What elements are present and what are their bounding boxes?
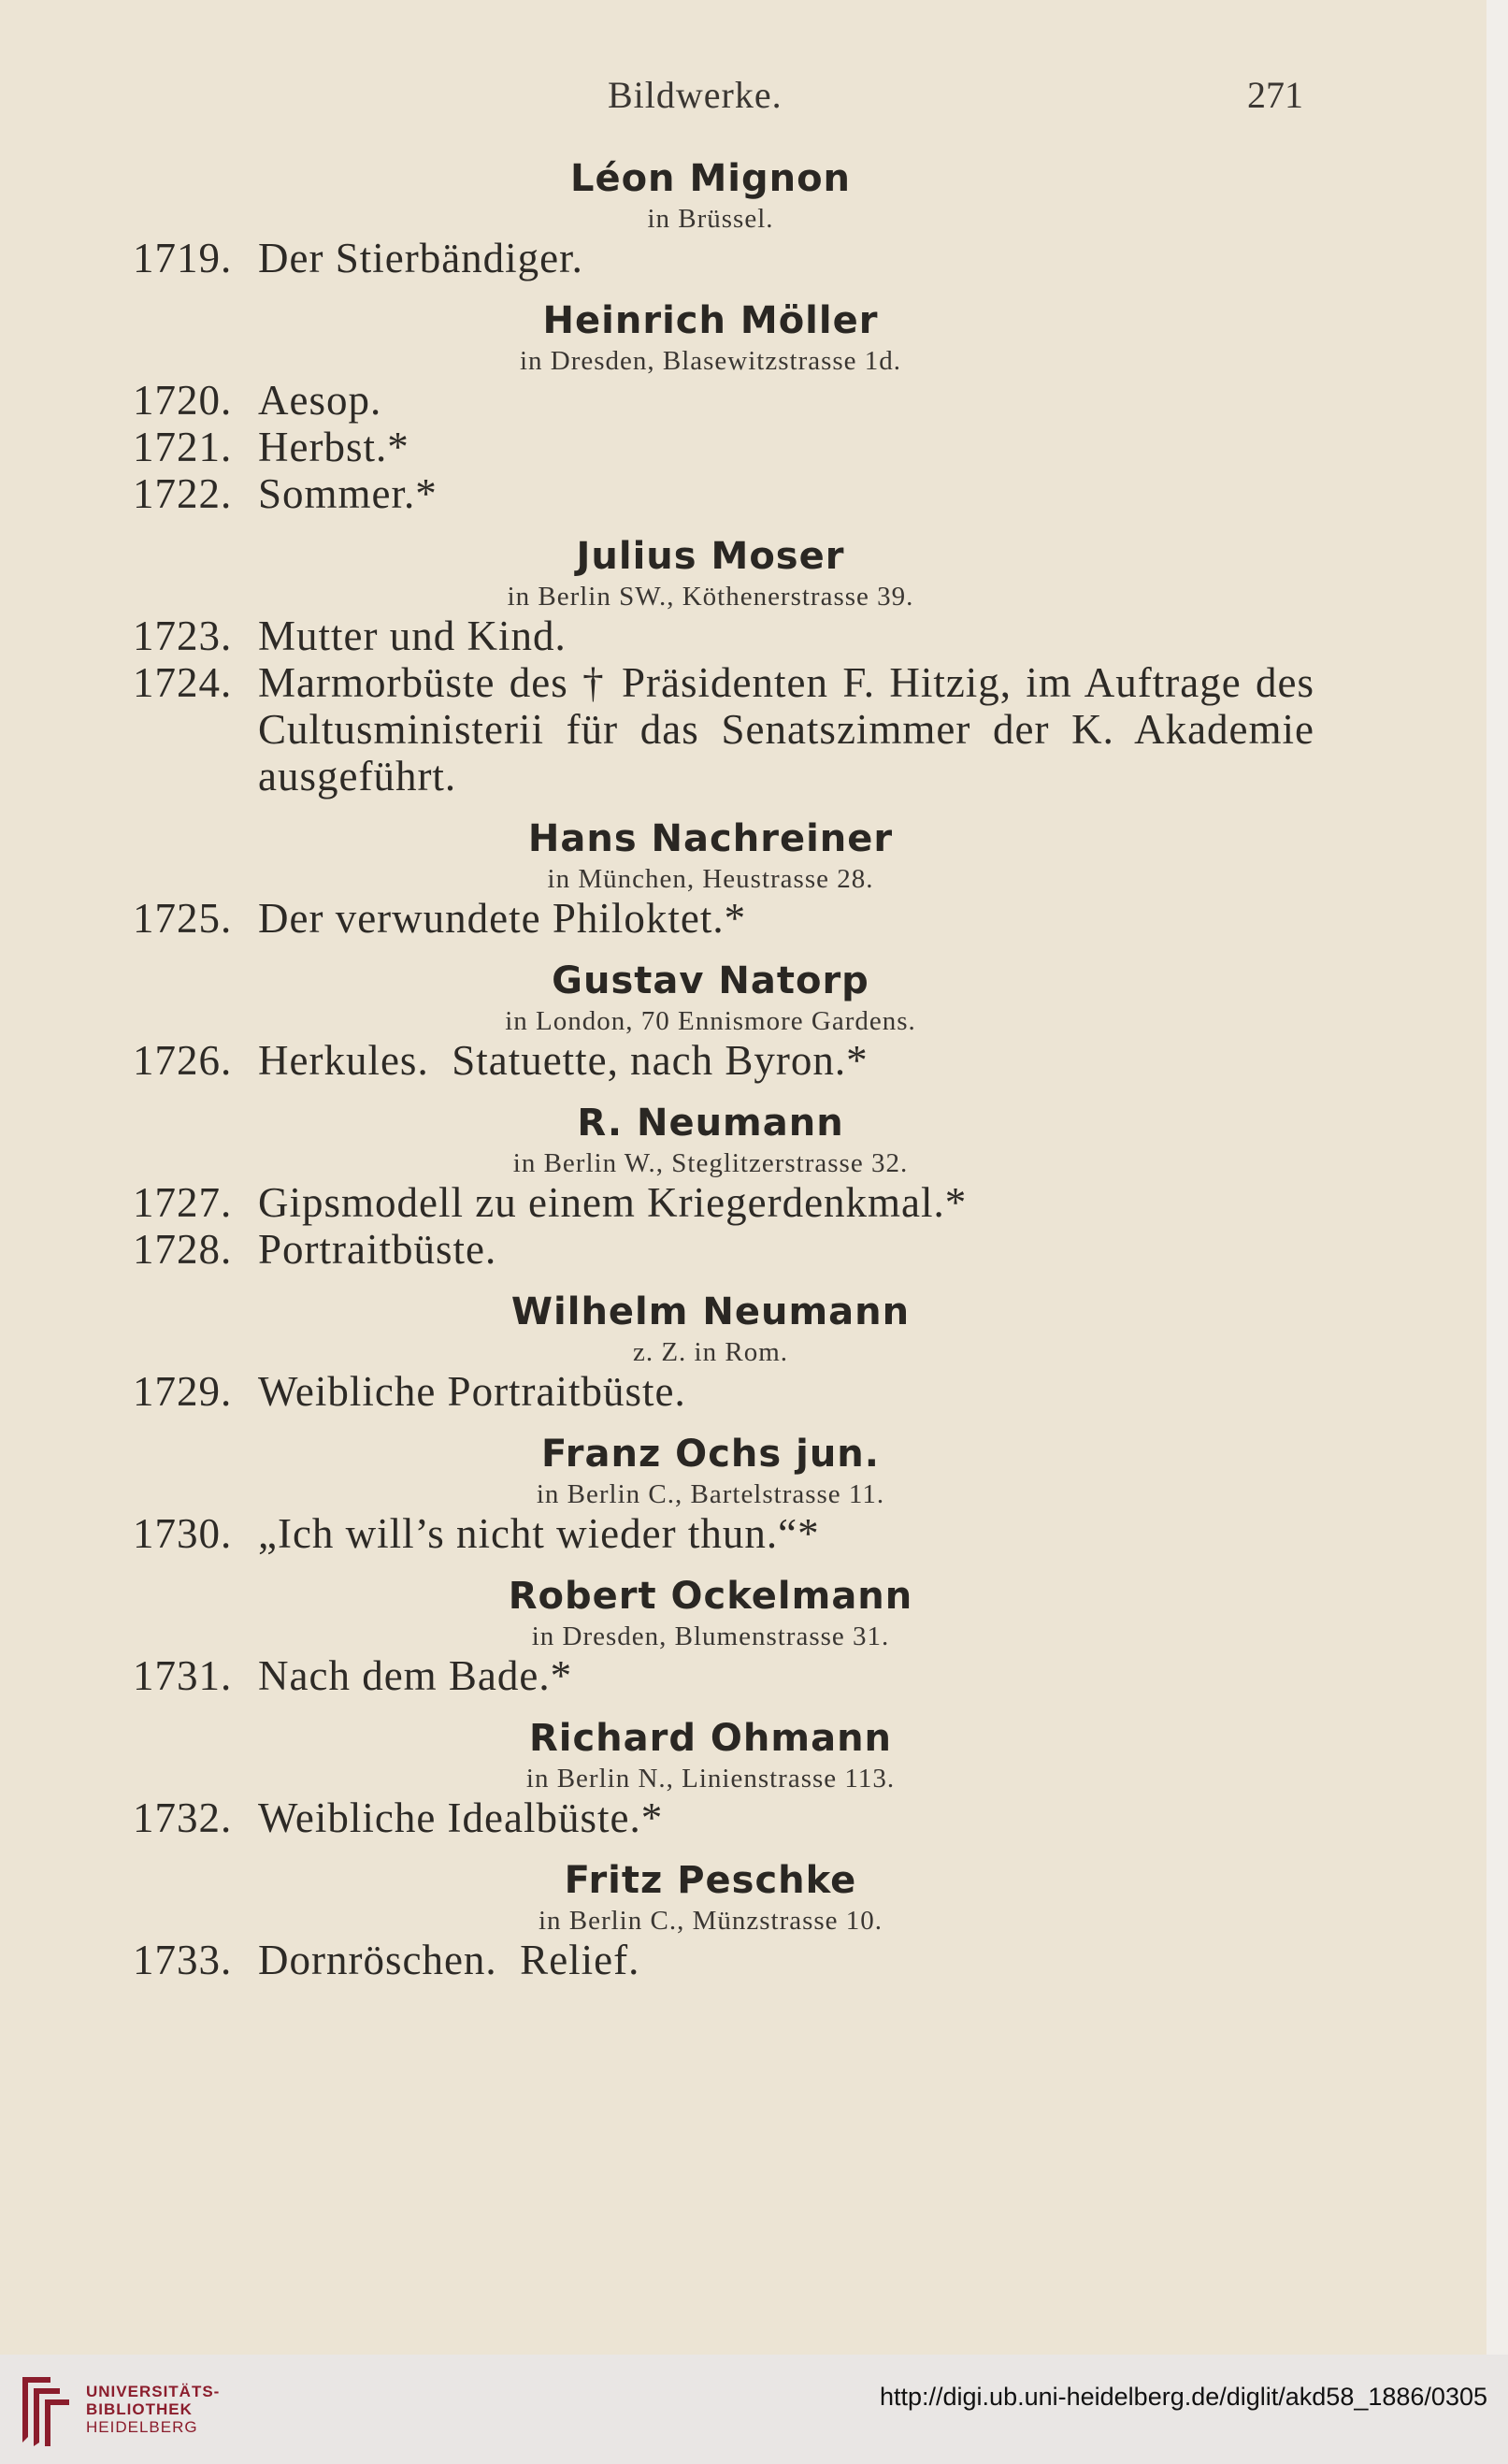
work-number: 1728. xyxy=(133,1226,233,1273)
work-number: 1721. xyxy=(133,424,233,470)
work-title: Aesop. xyxy=(258,377,382,424)
source-url[interactable]: http://digi.ub.uni-heidelberg.de/diglit/akd58_1886/0305 xyxy=(879,2383,1487,2411)
artist-address: in Berlin C., Bartelstrasse 11. xyxy=(536,1479,885,1509)
artist-address: in Berlin N., Linienstrasse 113. xyxy=(525,1764,896,1794)
artist-heading xyxy=(0,1099,1421,1179)
work-entry xyxy=(0,1510,1486,1557)
page-header-title: Bildwerke. xyxy=(608,74,783,116)
work-entry xyxy=(0,235,1486,281)
logo-line: BIBLIOTHEK xyxy=(86,2400,193,2418)
work-number: 1725. xyxy=(133,895,233,942)
artist-heading xyxy=(0,154,1421,235)
work-entry xyxy=(0,1037,1486,1084)
artist-heading xyxy=(0,957,1421,1037)
page-edge xyxy=(1486,0,1508,2355)
artist-heading xyxy=(0,296,1421,377)
work-entry xyxy=(0,470,1486,517)
work-number: 1722. xyxy=(133,470,233,517)
work-entry xyxy=(0,1937,1486,1983)
work-title: Dornröschen. Relief. xyxy=(258,1937,640,1983)
work-title: Mutter und Kind. xyxy=(258,612,567,659)
work-title: Weibliche Idealbüste.* xyxy=(258,1794,664,1841)
artist-heading xyxy=(0,1572,1421,1652)
work-entry xyxy=(0,895,1486,942)
artist-heading xyxy=(0,532,1421,612)
work-entry xyxy=(0,1368,1486,1415)
artist-address: in Dresden, Blumenstrasse 31. xyxy=(531,1621,890,1651)
work-title: Portraitbüste. xyxy=(258,1226,497,1273)
work-entry xyxy=(0,1226,1486,1273)
work-title: Nach dem Bade.* xyxy=(258,1652,573,1699)
logo-line: UNIVERSITÄTS- xyxy=(86,2383,221,2400)
work-entry xyxy=(0,424,1486,470)
artist-name: Hans Nachreiner xyxy=(527,817,894,860)
work-entry xyxy=(0,1179,1486,1226)
artist-heading xyxy=(0,1714,1421,1794)
artist-address: in Berlin W., Steglitzerstrasse 32. xyxy=(512,1148,909,1178)
work-number: 1726. xyxy=(133,1037,233,1084)
page-number: 271 xyxy=(1247,74,1303,116)
work-title: Der Stierbändiger. xyxy=(258,235,583,281)
work-entry xyxy=(0,377,1486,424)
work-title: Der verwundete Philoktet.* xyxy=(258,895,747,942)
work-title: Marmorbüste des † Präsidenten F. Hitzig, im Auftrage des Cultusministerii für das Senatszimmer der K. Akademie ausgeführt. xyxy=(258,659,1314,800)
work-number: 1723. xyxy=(133,612,233,659)
work-entry xyxy=(0,612,1486,659)
artist-address: in Berlin SW., Köthenerstrasse 39. xyxy=(507,582,914,612)
work-title: Gipsmodell zu einem Kriegerdenkmal.* xyxy=(258,1179,968,1226)
artist-name: Robert Ockelmann xyxy=(508,1575,913,1618)
artist-address: in London, 70 Ennismore Gardens. xyxy=(505,1006,916,1036)
work-number: 1732. xyxy=(133,1794,233,1841)
footer-bar xyxy=(0,2355,1508,2464)
work-title: Herkules. Statuette, nach Byron.* xyxy=(258,1037,869,1084)
artist-address: in Berlin C., Münzstrasse 10. xyxy=(538,1906,883,1936)
logo-line: HEIDELBERG xyxy=(86,2418,198,2436)
work-entry xyxy=(0,1794,1486,1841)
work-number: 1731. xyxy=(133,1652,233,1699)
artist-name: Fritz Peschke xyxy=(564,1859,857,1902)
artist-name: Gustav Natorp xyxy=(552,959,869,1002)
artist-address: in Brüssel. xyxy=(647,204,774,234)
work-title: „Ich will’s nicht wieder thun.“* xyxy=(258,1510,820,1557)
catalogue-entries xyxy=(0,154,1486,1983)
artist-address: z. Z. in Rom. xyxy=(632,1337,789,1367)
artist-name: Wilhelm Neumann xyxy=(510,1290,911,1333)
work-number: 1724. xyxy=(133,659,233,706)
artist-name: Léon Mignon xyxy=(569,157,852,200)
work-title: Weibliche Portraitbüste. xyxy=(258,1368,686,1415)
work-number: 1730. xyxy=(133,1510,233,1557)
artist-name: Franz Ochs jun. xyxy=(541,1433,880,1476)
artist-address: in Dresden, Blasewitzstrasse 1d. xyxy=(519,346,902,376)
artist-heading xyxy=(0,1856,1421,1937)
work-title: Herbst.* xyxy=(258,424,409,470)
work-number: 1727. xyxy=(133,1179,233,1226)
artist-heading xyxy=(0,1288,1421,1368)
artist-name: Julius Moser xyxy=(576,535,845,578)
artist-name: Heinrich Möller xyxy=(542,299,879,342)
work-number: 1729. xyxy=(133,1368,233,1415)
work-number: 1733. xyxy=(133,1937,233,1983)
work-entry xyxy=(0,1652,1486,1699)
artist-name: R. Neumann xyxy=(577,1102,844,1145)
work-title: Sommer.* xyxy=(258,470,438,517)
work-number: 1719. xyxy=(133,235,233,281)
library-logo-text xyxy=(86,2383,220,2436)
artist-heading xyxy=(0,1430,1421,1510)
library-logo-icon xyxy=(17,2371,75,2448)
artist-heading xyxy=(0,814,1421,895)
artist-address: in München, Heustrasse 28. xyxy=(547,864,874,894)
running-head xyxy=(0,73,1486,129)
work-number: 1720. xyxy=(133,377,233,424)
artist-name: Richard Ohmann xyxy=(528,1717,893,1760)
work-entry xyxy=(0,659,1486,800)
